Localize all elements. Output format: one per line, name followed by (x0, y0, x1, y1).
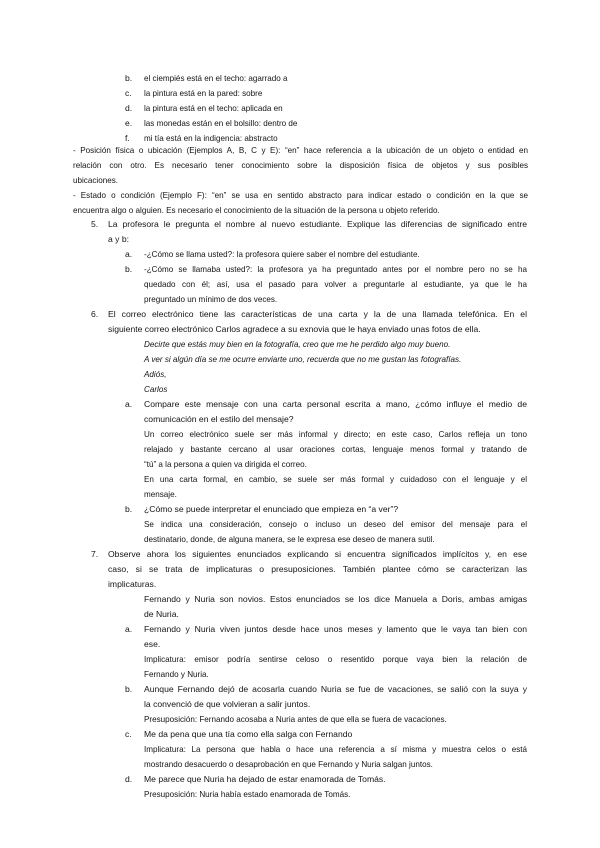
intro-text: de Nuria. (144, 609, 179, 619)
list-marker: e. (125, 118, 133, 128)
list-item: las monedas están en el bolsillo: dentro de (144, 119, 298, 128)
question-text: comunicación en el estilo del mensaje? (144, 414, 294, 424)
list-marker: b. (125, 264, 133, 274)
answer-text: destinatario, donde, de alguna manera, se le expresa ese deseo de manera sutil. (144, 535, 435, 544)
answer-text: -¿Cómo se llama usted?: la profesora quiere saber el nombre del estudiante. (144, 250, 420, 259)
answer-text: Se indica una consideración, consejo o incluso un deseo del emisor del mensaje para el (144, 520, 527, 529)
list-marker: b. (125, 73, 133, 83)
question-text: caso, si se trata de implicaturas o presuposiciones. También plantee cómo se caracterizan las (108, 564, 527, 574)
statement-text: Aunque Fernando dejó de acosarla cuando Nuria se fue de vacaciones, se salió con la suya y (144, 684, 527, 694)
statement-text: ese. (144, 639, 161, 649)
list-item: la pintura está en la pared: sobre (144, 89, 263, 98)
answer-text: Implicatura: emisor podría sentirse celoso o resentido porque vaya bien la relación de (144, 655, 527, 664)
answer-text: Presuposición: Nuria había estado enamorada de Tomás. (144, 790, 351, 799)
question-text: ¿Cómo se puede interpretar el enunciado que empieza en “a ver”? (144, 504, 399, 514)
question-text: La profesora le pregunta el nombre al nuevo estudiante. Explique las diferencias de significado entre (108, 219, 527, 229)
answer-text: Un correo electrónico suele ser más informal y directo; en este caso, Carlos refleja un tono (144, 430, 527, 439)
statement-text: Me parece que Nuria ha dejado de estar enamorada de Tomás. (144, 774, 386, 784)
statement-text: la convenció de que volvieran a salir juntos. (144, 699, 311, 709)
list-marker: a. (125, 399, 133, 409)
list-marker: f. (125, 133, 130, 143)
answer-text: Implicatura: La persona que habla o hace una referencia a sí misma y muestra celos o está (144, 745, 527, 754)
email-quote: Adiós, (144, 370, 167, 379)
list-item: mi tía está en la indigencia: abstracto (144, 134, 278, 143)
list-marker: a. (125, 249, 133, 259)
email-quote: Carlos (144, 385, 168, 394)
answer-text: Presuposición: Fernando acosaba a Nuria antes de que ella se fuera de vacaciones. (144, 715, 447, 724)
list-item: el ciempiés está en el techo: agarrado a (144, 74, 288, 83)
answer-text: mostrando desacuerdo o desaprobación en que Fernando y Nuria salgan juntos. (144, 760, 433, 769)
question-number: 5. (91, 219, 99, 229)
answer-text: “tú” a la persona a quien va dirigida el correo. (144, 460, 307, 469)
answer-text: mensaje. (144, 490, 177, 499)
note-line: - Estado o condición (Ejemplo F): “en” se usa en sentido abstracto para indicar estado o condición en la que se (73, 191, 528, 200)
list-marker: b. (125, 684, 133, 694)
list-marker: c. (125, 88, 132, 98)
answer-text: preguntado un mínimo de dos veces. (144, 295, 278, 304)
answer-text: relajado y bastante cercano al usar oraciones cortas, lenguaje menos formal y tratando de (144, 445, 527, 454)
note-line: ubicaciones. (73, 176, 118, 185)
email-quote: Decirte que estás muy bien en la fotografía, creo que me he perdido algo muy bueno. (144, 340, 451, 349)
note-line: encuentra algo o alguien. Es necesario el conocimiento de la situación de la persona u objeto referido. (73, 206, 440, 215)
question-text: El correo electrónico tiene las características de una carta y la de una llamada telefónica. En el (108, 309, 527, 319)
question-text: implicaturas. (108, 579, 157, 589)
question-number: 7. (91, 549, 99, 559)
intro-text: Fernando y Nuria son novios. Estos enunciados se los dice Manuela a Doris, ambas amigas (144, 594, 527, 604)
question-text: a y b: (108, 234, 130, 244)
list-marker: c. (125, 729, 132, 739)
answer-text: quedado con él; así, usa el pasado para volver a preguntarle al estudiante, ya que le ha (144, 280, 527, 289)
list-marker: d. (125, 774, 133, 784)
email-quote: A ver si algún día se me ocurre enviarte uno, recuerda que no me gustan las fotografías. (144, 355, 462, 364)
question-text: siguiente correo electrónico Carlos agradece a su exnovia que le haya enviado unas fotos de ella. (108, 324, 481, 334)
question-text: Observe ahora los siguientes enunciados explicando si encuentra significados implícitos y, en ese (108, 549, 527, 559)
answer-text: Fernando y Nuria. (144, 670, 209, 679)
list-marker: a. (125, 624, 133, 634)
answer-text: En una carta formal, en cambio, se suele ser más formal y cuidadoso con el lenguaje y el (144, 475, 527, 484)
statement-text: Me da pena que una tía como ella salga con Fernando (144, 729, 353, 739)
answer-text: -¿Cómo se llamaba usted?: la profesora ya ha preguntado antes por el nombre pero no se ha (144, 265, 527, 274)
list-marker: d. (125, 103, 133, 113)
statement-text: Fernando y Nuria viven juntos desde hace unos meses y lamento que le vaya tan bien con (144, 624, 527, 634)
list-marker: b. (125, 504, 133, 514)
list-item: la pintura está en el techo: aplicada en (144, 104, 283, 113)
note-line: - Posición física o ubicación (Ejemplos A, B, C y E): “en” hace referencia a la ubicación de un objeto o entidad en (73, 146, 528, 155)
note-line: relación con otro. Es necesario tener conocimiento sobre la disposición física de objetos y sus posibles (73, 161, 528, 170)
question-text: Compare este mensaje con una carta personal escrita a mano, ¿cómo influye el medio de (144, 399, 527, 409)
question-number: 6. (91, 309, 99, 319)
